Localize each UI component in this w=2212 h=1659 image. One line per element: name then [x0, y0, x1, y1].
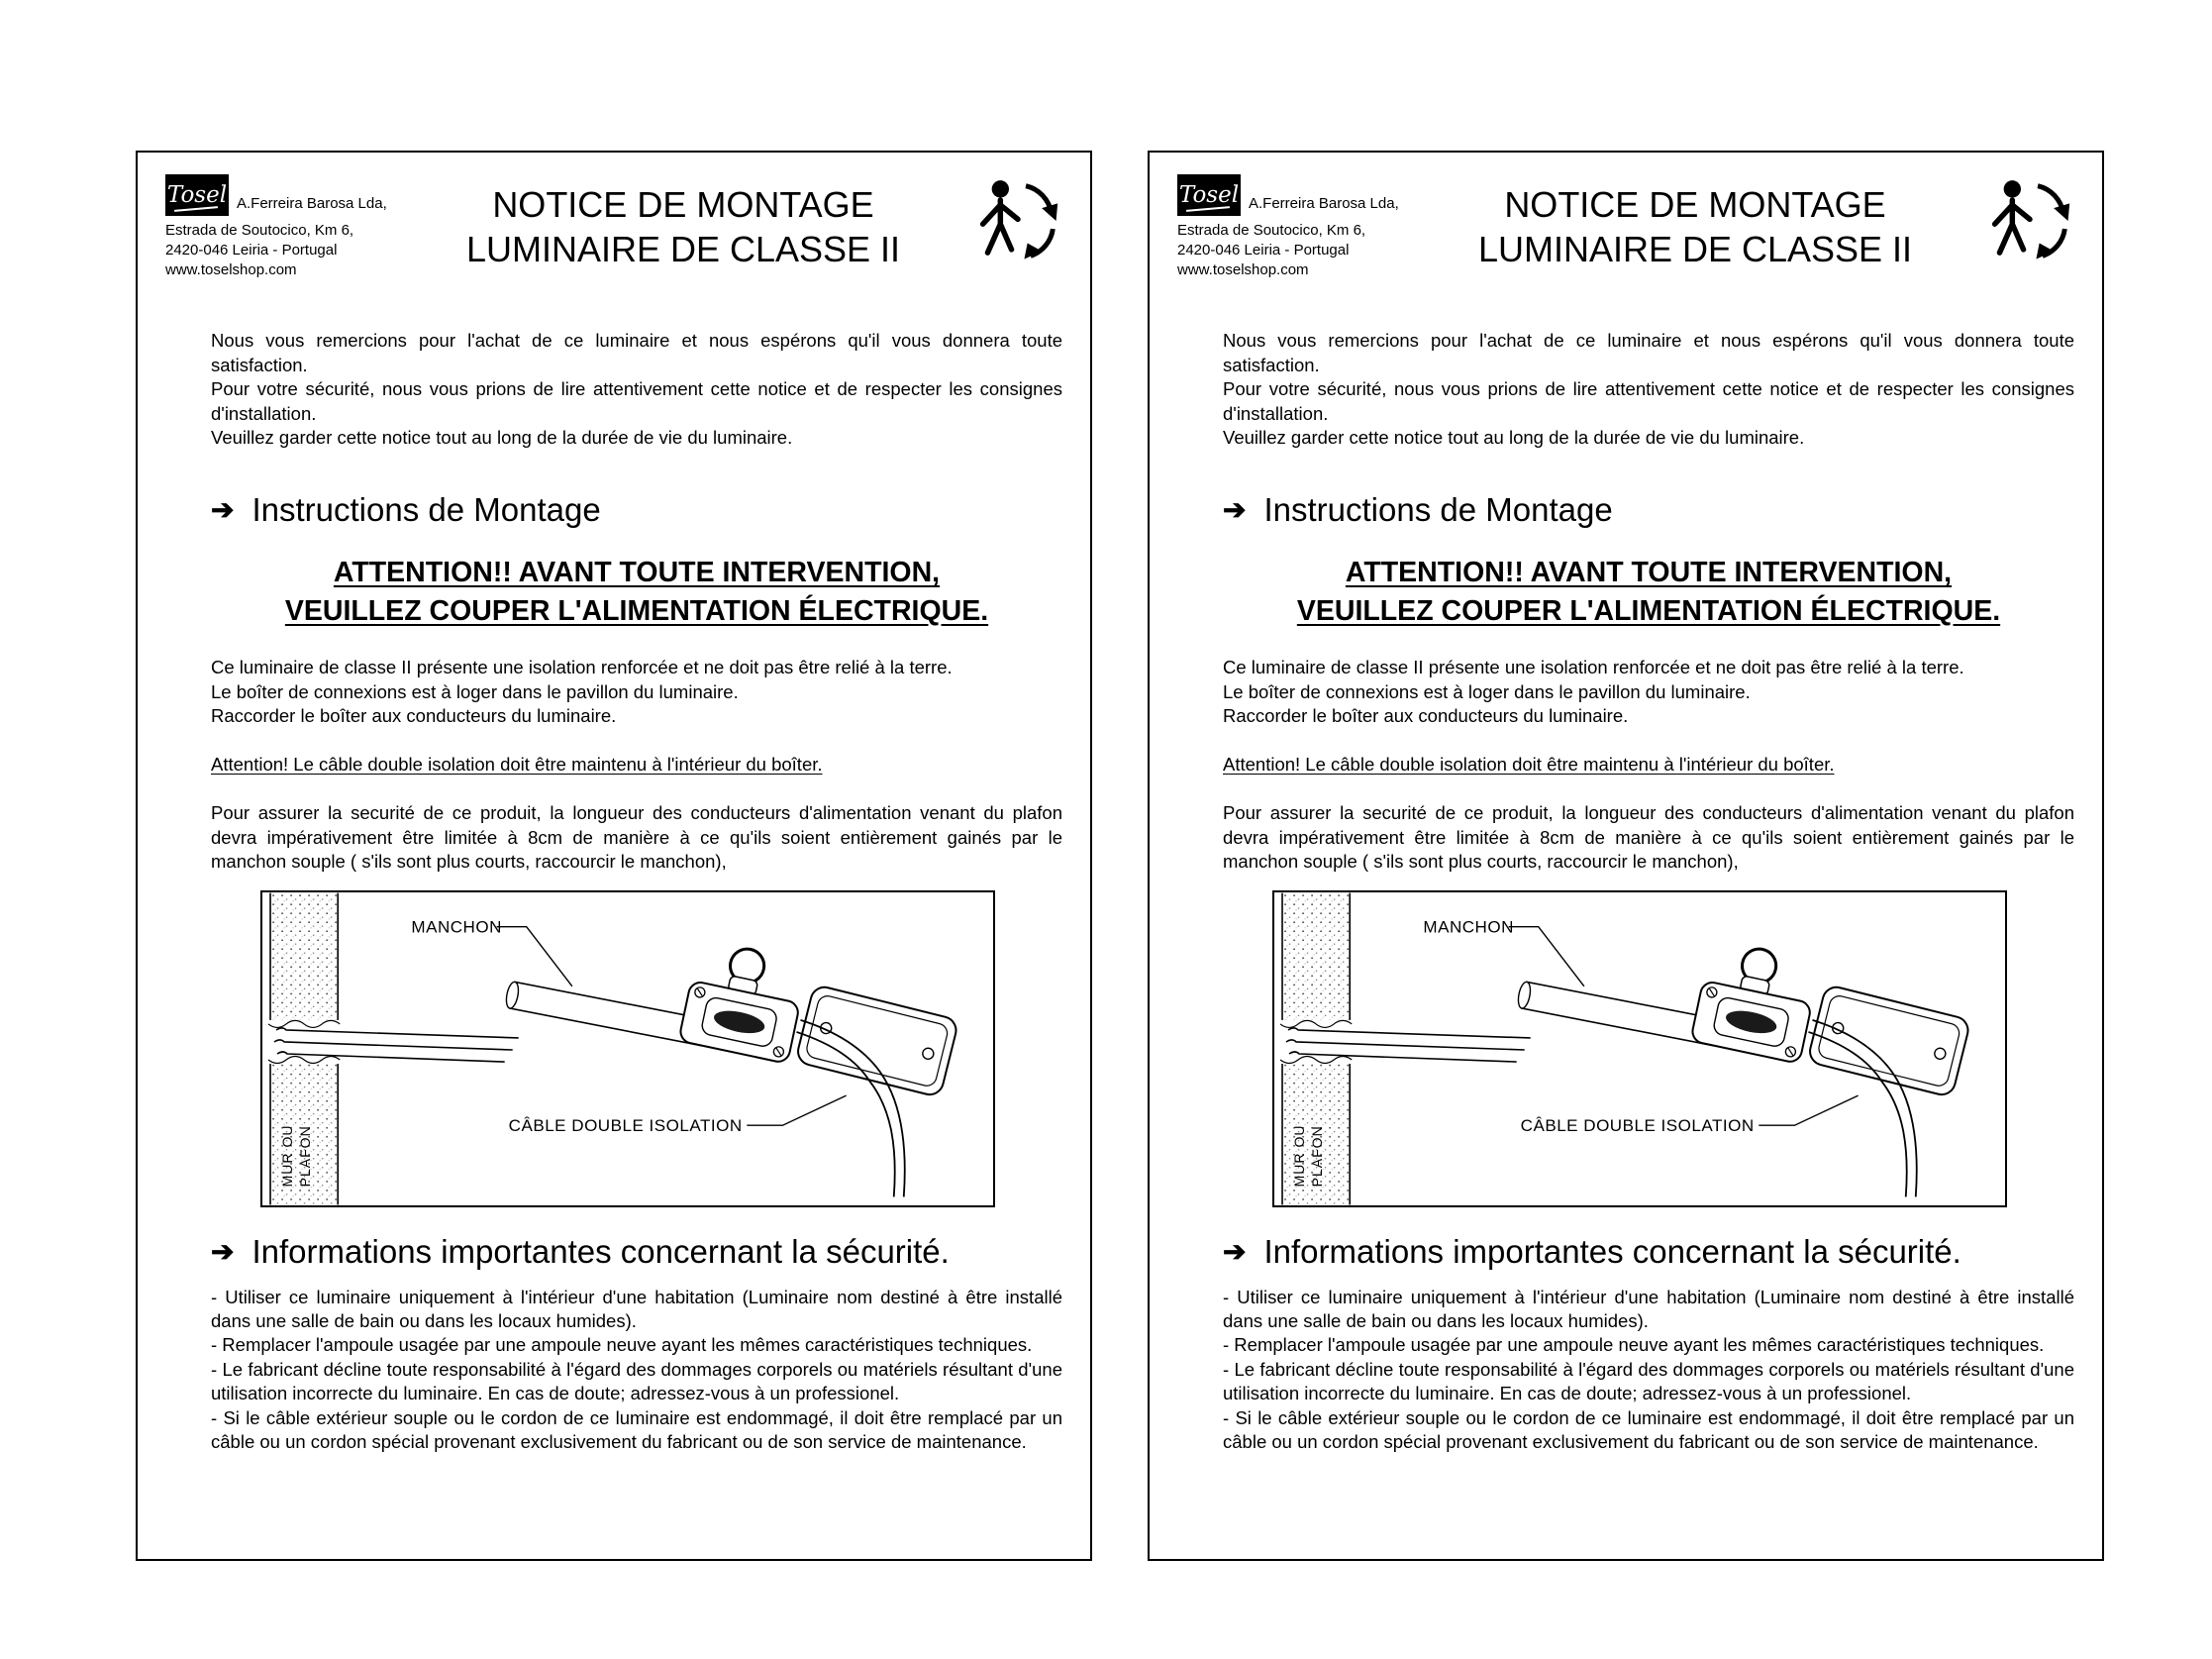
intro-block — [211, 329, 1062, 450]
triman-recycling-icon — [1985, 176, 2074, 265]
intro-paragraph-3: Veuillez garder cette notice tout au long de la durée de vie du luminaire. — [211, 427, 793, 449]
tosel-logo: Tosel — [165, 174, 229, 216]
address-line-2: 2420-046 Leiria - Portugal — [165, 241, 338, 259]
manchon-sleeve — [1516, 981, 1718, 1045]
section-heading-securite-label: Informations importantes concernant la sécurité. — [1263, 1232, 1961, 1270]
address-line-1: Estrada de Soutocico, Km 6, — [165, 222, 354, 239]
wall-label-line-2: PLAFON — [297, 1124, 314, 1188]
manchon-paragraph: Pour assurer la securité de ce produit, la longueur des conducteurs d'alimentation venant du plafon devra impérativement être limitée à 8cm de manière à ce qu'ils soient entièrement gainés par le manchon souple ( s'ils sont plus courts, raccourcir le manchon), — [1223, 802, 2074, 873]
page-content — [1223, 329, 2074, 1454]
manchon-paragraph: Pour assurer la securité de ce produit, la longueur des conducteurs d'alimentation venant du plafon devra impérativement être limitée à 8cm de manière à ce qu'ils soient entièrement gainés par le manchon souple ( s'ils sont plus courts, raccourcir le manchon), — [211, 802, 1062, 873]
class2-info-block — [211, 656, 1062, 728]
manchon-sleeve — [504, 981, 706, 1045]
attention-note: Attention! Le câble double isolation doit être maintenu à l'intérieur du boîter. — [1223, 754, 1835, 776]
arrow-icon: ➔ — [1223, 494, 1247, 526]
wall-label-line-1: MUR OU — [279, 1124, 296, 1188]
section-heading-montage — [1223, 489, 2074, 532]
class2-line-1: Ce luminaire de classe II présente une isolation renforcée et ne doit pas être relié à la terre. — [211, 657, 953, 678]
document-title — [399, 174, 967, 271]
intro-block — [1223, 329, 2074, 450]
triman-recycling-icon — [973, 176, 1062, 265]
triman-logo-wrap — [1979, 174, 2074, 265]
class2-info-block — [1223, 656, 2074, 728]
page-header — [165, 174, 1062, 279]
arrow-icon: ➔ — [211, 1235, 235, 1267]
warning-line-1: ATTENTION!! AVANT TOUTE INTERVENTION, — [1345, 557, 1953, 589]
safety-item-2: - Remplacer l'ampoule usagée par une ampoule neuve ayant les mêmes caractéristiques techniques. — [211, 1334, 1033, 1356]
installation-diagram — [262, 892, 993, 1205]
double-insulation-cable — [1808, 1020, 1916, 1196]
title-line-2: LUMINAIRE DE CLASSE II — [1477, 229, 1913, 269]
address-line-2: 2420-046 Leiria - Portugal — [1177, 241, 1350, 259]
warning-line-1: ATTENTION!! AVANT TOUTE INTERVENTION, — [333, 557, 941, 589]
section-heading-securite — [1223, 1231, 2074, 1274]
notice-page — [1148, 151, 2104, 1561]
page-header — [1177, 174, 2074, 279]
page-content — [211, 329, 1062, 1454]
class2-line-3: Raccorder le boîter aux conducteurs du luminaire. — [211, 705, 617, 727]
safety-item-2: - Remplacer l'ampoule usagée par une ampoule neuve ayant les mêmes caractéristiques techniques. — [1223, 1334, 2045, 1356]
section-heading-montage — [211, 489, 1062, 532]
intro-paragraph-3: Veuillez garder cette notice tout au long de la durée de vie du luminaire. — [1223, 427, 1805, 449]
warning-block — [211, 554, 1062, 630]
company-block — [1177, 174, 1411, 279]
class2-line-1: Ce luminaire de classe II présente une isolation renforcée et ne doit pas être relié à la terre. — [1223, 657, 1964, 678]
manchon-label: MANCHON — [1423, 917, 1514, 937]
warning-line-2: VEUILLEZ COUPER L'ALIMENTATION ÉLECTRIQUE. — [284, 594, 989, 627]
section-heading-securite — [211, 1231, 1062, 1274]
wall-label-line-2: PLAFON — [1309, 1124, 1326, 1188]
installation-diagram-frame — [1272, 890, 2007, 1207]
cable-label: CÂBLE DOUBLE ISOLATION — [1520, 1115, 1755, 1135]
connection-box — [1690, 938, 1821, 1063]
safety-items — [211, 1286, 1062, 1455]
document-title — [1411, 174, 1979, 271]
installation-diagram-frame — [260, 890, 995, 1207]
title-line-2: LUMINAIRE DE CLASSE II — [465, 229, 901, 269]
intro-paragraph-1: Nous vous remercions pour l'achat de ce luminaire et nous espérons qu'il vous donnera toute satisfaction. — [1223, 330, 2074, 375]
safety-item-4: - Si le câble extérieur souple ou le cordon de ce luminaire est endommagé, il doit être remplacé par un câble ou un cordon spécial provenant exclusivement du fabricant ou de son service de maintenance. — [211, 1406, 1062, 1453]
notice-page — [136, 151, 1092, 1561]
connection-box — [678, 938, 809, 1063]
warning-line-2: VEUILLEZ COUPER L'ALIMENTATION ÉLECTRIQUE. — [1296, 594, 2001, 627]
company-name: A.Ferreira Barosa Lda, — [1249, 195, 1399, 212]
title-line-1: NOTICE DE MONTAGE — [492, 184, 874, 225]
safety-item-1: - Utiliser ce luminaire uniquement à l'intérieur d'une habitation (Luminaire nom destiné à être installé dans une salle de bain ou dans les locaux humides). — [211, 1286, 1062, 1331]
warning-block — [1223, 554, 2074, 630]
class2-line-2: Le boîter de connexions est à loger dans le pavillon du luminaire. — [211, 680, 739, 702]
section-heading-securite-label: Informations importantes concernant la sécurité. — [251, 1232, 950, 1270]
wall-label-line-1: MUR OU — [1291, 1124, 1308, 1188]
section-heading-montage-label: Instructions de Montage — [251, 491, 601, 529]
title-line-1: NOTICE DE MONTAGE — [1504, 184, 1886, 225]
safety-item-3: - Le fabricant décline toute responsabilité à l'égard des dommages corporels ou matériels résultant d'une utilisation incorrecte du luminaire. En cas de doute; adressez-vous à un professionel. — [1223, 1358, 2074, 1404]
class2-line-2: Le boîter de connexions est à loger dans le pavillon du luminaire. — [1223, 680, 1751, 702]
cable-label: CÂBLE DOUBLE ISOLATION — [508, 1115, 743, 1135]
triman-logo-wrap — [967, 174, 1062, 265]
section-heading-montage-label: Instructions de Montage — [1263, 491, 1613, 529]
intro-paragraph-2: Pour votre sécurité, nous vous prions de lire attentivement cette notice et de respecter les consignes d'installation. — [211, 378, 1062, 424]
intro-paragraph-1: Nous vous remercions pour l'achat de ce luminaire et nous espérons qu'il vous donnera toute satisfaction. — [211, 330, 1062, 375]
safety-items — [1223, 1286, 2074, 1455]
company-name: A.Ferreira Barosa Lda, — [237, 195, 387, 212]
attention-note: Attention! Le câble double isolation doit être maintenu à l'intérieur du boîter. — [211, 754, 823, 776]
arrow-icon: ➔ — [1223, 1235, 1247, 1267]
safety-item-3: - Le fabricant décline toute responsabilité à l'égard des dommages corporels ou matériels résultant d'une utilisation incorrecte du luminaire. En cas de doute; adressez-vous à un professionel. — [211, 1358, 1062, 1404]
tosel-logo: Tosel — [1177, 174, 1241, 216]
intro-paragraph-2: Pour votre sécurité, nous vous prions de lire attentivement cette notice et de respecter les consignes d'installation. — [1223, 378, 2074, 424]
installation-diagram — [1274, 892, 2005, 1205]
safety-item-1: - Utiliser ce luminaire uniquement à l'intérieur d'une habitation (Luminaire nom destiné à être installé dans une salle de bain ou dans les locaux humides). — [1223, 1286, 2074, 1331]
manchon-label: MANCHON — [411, 917, 502, 937]
address-line-1: Estrada de Soutocico, Km 6, — [1177, 222, 1366, 239]
notice-pages-container — [136, 151, 2104, 1561]
website-text: www.toselshop.com — [165, 260, 297, 278]
class2-line-3: Raccorder le boîter aux conducteurs du luminaire. — [1223, 705, 1629, 727]
company-block — [165, 174, 399, 279]
safety-item-4: - Si le câble extérieur souple ou le cordon de ce luminaire est endommagé, il doit être remplacé par un câble ou un cordon spécial provenant exclusivement du fabricant ou de son service de maintenance. — [1223, 1406, 2074, 1453]
website-text: www.toselshop.com — [1177, 260, 1309, 278]
arrow-icon: ➔ — [211, 494, 235, 526]
double-insulation-cable — [796, 1020, 904, 1196]
